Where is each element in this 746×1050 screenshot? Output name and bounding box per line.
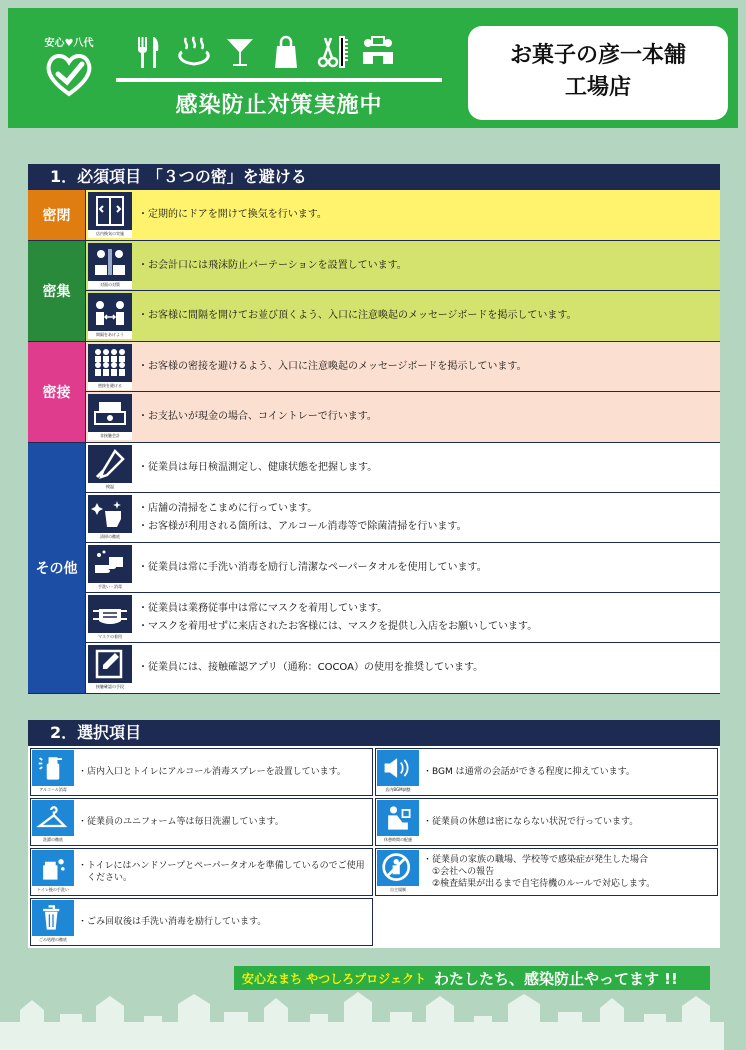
fork-knife-icon xyxy=(130,34,166,70)
item-text xyxy=(78,766,346,778)
list-item xyxy=(86,643,720,693)
text-line: ②検査結果が出るまで自宅待機のルールで対応します。 xyxy=(423,879,656,889)
required-items-section xyxy=(28,164,720,692)
category-label: 密接 xyxy=(28,342,86,442)
category-label: 密閉 xyxy=(28,190,86,240)
thermometer-icon-tile xyxy=(88,445,132,491)
text-line: ・定期的にドアを開けて換気を行います。 xyxy=(138,209,327,220)
item-text xyxy=(136,257,407,275)
crowd-icon xyxy=(91,346,129,380)
text-line: ・お支払いが現金の場合、コイントレーで行います。 xyxy=(138,411,377,422)
text-line: ・お客様の密接を避けるよう、入口に注意喚起のメッセージボードを掲示しています。 xyxy=(138,360,527,372)
cocktail-icon xyxy=(222,34,258,70)
item-text xyxy=(423,816,638,828)
list-item xyxy=(86,392,720,442)
project-name: 安心なまち やつしろプロジェクト xyxy=(242,971,426,986)
no-entry-person-icon xyxy=(381,852,415,884)
list-item xyxy=(86,342,720,392)
item-text xyxy=(136,559,487,577)
item-text xyxy=(136,659,483,677)
header-banner xyxy=(8,8,738,128)
item-text xyxy=(78,816,284,828)
icon-caption: 洗濯の徹底 xyxy=(32,836,74,844)
item-text xyxy=(136,500,467,536)
break-room-icon-tile xyxy=(377,800,419,844)
icon-caption: 接触確認の手段 xyxy=(88,683,132,691)
partition-icon xyxy=(91,245,129,279)
category-row xyxy=(28,241,720,342)
item-text xyxy=(78,860,365,884)
text-line: ・お客様に間隔を開けてお並び頂くよう、入口に注意喚起のメッセージボードを掲示しています。 xyxy=(138,310,577,321)
store-branch: 工場店 xyxy=(564,75,631,100)
text-line: ・従業員は常に手洗い消毒を励行し清潔なペーパータオルを使用しています。 xyxy=(138,561,487,573)
category-items xyxy=(86,190,720,240)
icon-caption: ごみ処理の徹底 xyxy=(32,936,74,944)
list-item xyxy=(86,291,720,341)
business-type-icons xyxy=(130,32,420,72)
text-line: ・お客様が利用される箇所は、アルコール消毒等で除菌清掃を行います。 xyxy=(138,520,467,532)
icon-caption: 検温 xyxy=(88,483,132,491)
text-line: ・従業員には、接触確認アプリ（通称：COCOA）の使用を推奨しています。 xyxy=(138,662,484,673)
break-room-icon xyxy=(381,802,415,834)
required-items-table xyxy=(28,190,720,694)
icon-caption: 店内換気の実施 xyxy=(88,230,132,238)
list-item xyxy=(30,898,373,946)
no-entry-person-icon-tile xyxy=(377,850,419,894)
text-line: ・従業員の家族の職場、学校等で感染症が発生した場合 xyxy=(423,855,649,865)
trash-can-icon xyxy=(36,902,70,934)
trash-can-icon-tile xyxy=(32,900,74,944)
list-item xyxy=(86,493,720,543)
soap-icon xyxy=(36,852,70,884)
speaker-icon xyxy=(381,752,415,784)
store-name-box xyxy=(468,26,728,120)
mask-icon-tile xyxy=(88,595,132,641)
cash-tray-icon xyxy=(91,396,129,430)
window-icon-tile xyxy=(88,192,132,238)
slogan-text: わたしたち、感染防止やってます !! xyxy=(433,969,678,988)
icon-caption: 店内BGM調整 xyxy=(377,786,419,794)
speaker-icon-tile xyxy=(377,750,419,794)
list-item xyxy=(86,593,720,643)
app-icon-tile xyxy=(88,645,132,691)
category-row xyxy=(28,342,720,443)
shopping-bag-icon xyxy=(268,34,304,70)
icon-caption: マスクの着用 xyxy=(88,633,132,641)
item-text xyxy=(423,766,635,778)
optional-items-section xyxy=(28,720,720,948)
app-icon xyxy=(91,647,129,681)
category-items xyxy=(86,241,720,341)
handwash-icon xyxy=(91,547,129,581)
category-row xyxy=(28,190,720,241)
text-line: ・従業員の休憩は密にならない状況で行っています。 xyxy=(423,817,639,827)
cleaning-icon-tile xyxy=(88,495,132,541)
text-line: ・従業員は毎日検温測定し、健康状態を把握します。 xyxy=(138,461,378,473)
logo-text: 安心♥八代 xyxy=(44,38,94,49)
icon-caption: 非接触会計 xyxy=(88,432,132,440)
section-title: 2．選択項目 xyxy=(28,720,720,746)
icon-caption: アルコール消毒 xyxy=(32,786,74,794)
text-line: ・マスクを着用せずに来店されたお客様には、マスクを提供し入店をお願いしています。 xyxy=(138,620,538,632)
store-name: お菓子の彦一本舗 xyxy=(509,43,686,68)
list-item xyxy=(375,748,718,796)
icon-caption: トイレ後の手洗い xyxy=(32,886,74,894)
icon-caption: 清掃の徹底 xyxy=(88,533,132,541)
hanger-icon-tile xyxy=(32,800,74,844)
item-text xyxy=(78,916,266,928)
item-text xyxy=(136,459,377,477)
alcohol-spray-icon xyxy=(36,752,70,784)
crowd-icon-tile xyxy=(88,344,132,390)
text-line: ください。 xyxy=(78,873,133,883)
header-divider xyxy=(116,78,442,82)
list-item xyxy=(86,543,720,593)
item-text xyxy=(423,854,655,890)
item-text xyxy=(136,307,577,325)
heart-check-icon xyxy=(44,50,94,100)
mask-icon xyxy=(91,597,129,631)
cash-tray-icon-tile xyxy=(88,394,132,440)
scissors-comb-icon xyxy=(314,34,350,70)
list-item xyxy=(86,241,720,291)
window-icon xyxy=(91,194,129,228)
footer-slogan xyxy=(234,966,710,990)
item-text xyxy=(136,206,327,224)
icon-caption: 密接を避ける xyxy=(88,382,132,390)
town-silhouette xyxy=(0,992,746,1050)
text-line: ・従業員は業務従事中は常にマスクを着用しています。 xyxy=(138,602,388,614)
partition-icon-tile xyxy=(88,243,132,289)
icon-caption: 自主規制 xyxy=(377,886,419,894)
category-items xyxy=(86,342,720,442)
onsen-icon xyxy=(176,34,212,70)
icon-caption: 休憩時間の配慮 xyxy=(377,836,419,844)
text-line: ①会社への報告 xyxy=(423,867,495,877)
handwash-icon-tile xyxy=(88,545,132,591)
cleaning-icon xyxy=(91,497,129,531)
optional-items-grid xyxy=(28,746,720,948)
section-title: 1．必須項目 「３つの密」を避ける xyxy=(28,164,720,190)
meeting-icon xyxy=(360,34,396,70)
list-item xyxy=(375,848,718,896)
text-line: ・お会計口には飛沫防止パーテーションを設置しています。 xyxy=(138,259,407,271)
icon-caption: 対面の対策 xyxy=(88,281,132,289)
item-text xyxy=(136,600,537,636)
alcohol-spray-icon-tile xyxy=(32,750,74,794)
text-line: ・ごみ回収後は手洗い消毒を励行しています。 xyxy=(78,917,267,927)
list-item xyxy=(86,190,720,240)
category-row xyxy=(28,443,720,694)
distance-icon-tile xyxy=(88,293,132,339)
list-item xyxy=(375,798,718,846)
anshin-yatsushiro-logo xyxy=(36,34,102,114)
item-text xyxy=(136,408,377,426)
distance-icon xyxy=(91,295,129,329)
list-item xyxy=(30,798,373,846)
category-label: その他 xyxy=(28,443,86,693)
list-item xyxy=(30,848,373,896)
thermometer-icon xyxy=(91,447,129,481)
soap-icon-tile xyxy=(32,850,74,894)
category-items xyxy=(86,443,720,693)
text-line: ・BGM は通常の会話ができる程度に抑えています。 xyxy=(423,767,635,777)
header-subtitle: 感染防止対策実施中 xyxy=(175,93,383,118)
hanger-icon xyxy=(36,802,70,834)
text-line: ・店内入口とトイレにアルコール消毒スプレーを設置しています。 xyxy=(78,767,346,777)
text-line: ・従業員のユニフォーム等は毎日洗濯しています。 xyxy=(78,817,284,827)
item-text xyxy=(136,358,527,376)
text-line: ・トイレにはハンドソープとペーパータオルを準備しているのでご使用 xyxy=(78,861,365,871)
list-item xyxy=(30,748,373,796)
icon-caption: 手洗い・消毒 xyxy=(88,583,132,591)
list-item xyxy=(86,443,720,493)
text-line: ・店舗の清掃をこまめに行っています。 xyxy=(138,502,318,514)
icon-caption: 間隔をあけよう xyxy=(88,331,132,339)
category-label: 密集 xyxy=(28,241,86,341)
